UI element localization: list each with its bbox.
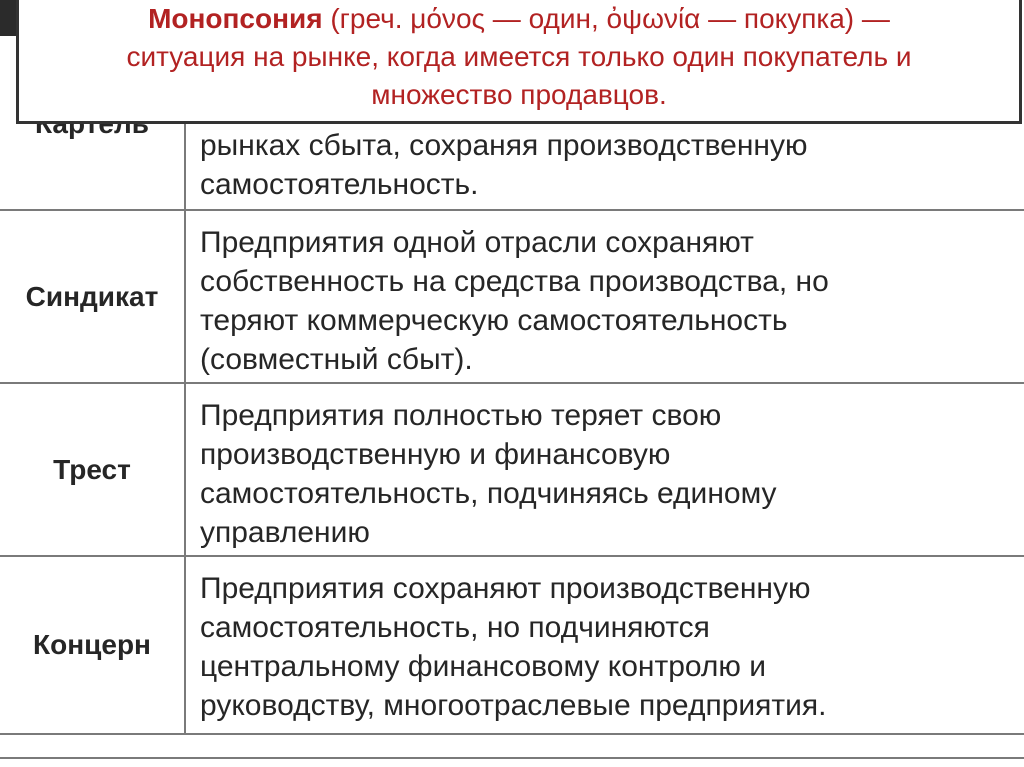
description-line: самостоятельность. bbox=[200, 168, 479, 201]
description-line: производственную и финансовую bbox=[200, 438, 671, 471]
term-label: Концерн bbox=[33, 629, 151, 660]
description-line: Предприятия полностью теряет свою bbox=[200, 399, 722, 432]
table-row-trest bbox=[0, 384, 1024, 557]
description-line: самостоятельность, подчиняясь единому bbox=[200, 477, 777, 510]
term-label: Синдикат bbox=[25, 280, 159, 312]
term-cell bbox=[0, 557, 186, 733]
definition-line-2: ситуация на рынке, когда имеется только один покупатель и bbox=[126, 41, 912, 72]
description-line: самостоятельность, но подчиняются bbox=[200, 611, 710, 644]
table-row-sindikat bbox=[0, 211, 1024, 384]
term-cell bbox=[0, 211, 186, 382]
description-line: Предприятия одной отрасли сохраняют bbox=[200, 226, 754, 259]
description-line: центральному финансовому контролю и bbox=[200, 650, 767, 683]
table-row-koncern bbox=[0, 557, 1024, 735]
description-line: Предприятия сохраняют производственную bbox=[200, 572, 811, 605]
definition-term: Монопсония bbox=[148, 3, 323, 34]
description-line: (совместный сбыт). bbox=[200, 343, 473, 376]
definition-etymology: (греч. μόνος — один, ὀψωνία — покупка) — bbox=[322, 3, 890, 34]
definition-callout bbox=[16, 0, 1022, 124]
description-line: рынках сбыта, сохраняя производственную bbox=[200, 129, 808, 162]
description-line: управлению bbox=[200, 516, 370, 549]
definition-line-3: множество продавцов. bbox=[371, 79, 667, 110]
definition-line-1 bbox=[37, 0, 1001, 38]
table-bottom-border bbox=[0, 757, 1024, 767]
description-line: собственность на средства производства, но bbox=[200, 265, 829, 298]
description-cell bbox=[200, 384, 1004, 555]
description-cell bbox=[200, 557, 1004, 733]
term-cell bbox=[0, 384, 186, 555]
term-label: Трест bbox=[53, 453, 131, 485]
description-line: руководству, многоотраслевые предприятия. bbox=[200, 689, 827, 722]
description-cell bbox=[200, 211, 1004, 382]
description-line: теряют коммерческую самостоятельность bbox=[200, 304, 788, 337]
